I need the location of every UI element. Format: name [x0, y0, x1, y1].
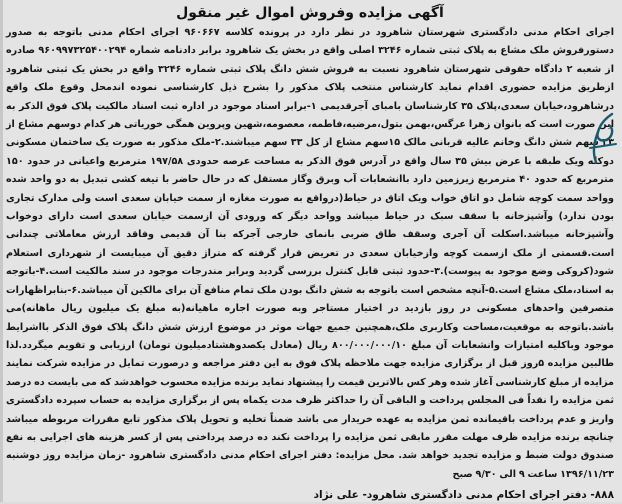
notice-title: آگهی مزایده وفروش اموال غیر منقول [176, 5, 444, 21]
paper-edge [0, 0, 3, 502]
notice-footer: ۸۸۸- دفتر اجرای احکام مدنی دادگستری شاهرود- علی نژاد [313, 489, 614, 502]
handwritten-mark-icon [586, 108, 620, 168]
notice-body: اجرای احکام مدنی دادگستری شهرستان شاهرود در نظر دارد در پرونده کلاسه ۹۶۰۶۶۷ اجرای احکام مدنی باتوجه به صدور دستورفروش ملک مشاع به پلاک ثبتی شماره ۳۲۴۶ اصلی واقع در بخش یک شاهرود برابر دادنامه شماره ۹۶۰۹۹۷۳۲۵۴۰۰۲۹۴ صادره از شعبه ۲ دادگاه حقوقی شهرستان شاهرود نسبت به فروش شش دانگ پلاک ثبتی شماره ۳۲۴۶ واقع در بخش یک ثبتی شاهرود ازطریق مزایده حضوری اقدام نماید کارشناس منتخب پلاک مذکور را بشرح ذیل کارشناسی نموده اندمحل وقوع ملک واقع درشاهرود،خیابان سعدی،پلاک ۳۵ کارشناسان بامبای آجرقدیمی ۱-برابر اسناد موجود در اداره ثبت اسناد مالکیت پلاک فوق الذکر به این صورت است که بانوان زهرا عرگس،بهمن بتول،مرضیه،فاطمه، معصومه،شهین وپروین همگی خوریاتی هر کدام دوسهم مشاع از ۳۳ سهم شش دانگ وخانم عالیه قربانی مالک ۱۵سهم مشاع از کل ۳۳ سهم میباشند.۲-ملک مذکور به صورت یک ساختمان مسکونی دوکله ویک طبقه با عرض بیش ۳۵ سال واقع در آدرس فوق الذکر به مساحت عرصه حدودی ۱۹۷/۵۸ مترمربع واعیانی در حدود ۱۵۰ مترمربع که حدود ۴۰ مترمربع زیرزمین دارد باانشعابات آب وبرق وگاز مستقل که در حال حاضر با تیغه کشی تبدیل به دو واحد شده وواحد سمت کوچه شامل دو اتاق خواب ویک اتاق در حیاط(درواقع به صورت مغازه از سمت خیابان سعدی است ولی مدارک تجاری بودن ندارد) وآشپزخانه با سقف سبک در حیاط میباشد وواحد دیگر که ورودی آن ازسمت خیابان سعدی است دارای دوخواب وآشپزخانه میباشد.اسکلت آن آجری وسقف طاق ضربی بانمای خارجی آجرکه بنا آن قدیمی وفاقد ارزش معاملاتی چندانی است.قسمتی از ملک ازسمت کوچه وازخیابان سعدی در تعریض قرار گرفته که متراژ دقیق آن میبایست از شهرداری استعلام شود(کروکی وضع موجود به پیوست).۳-حدود ثبتی قابل کنترل بررسی گردید وبرابر مندرجات موجود در سند مالکیت است.۴-باتوجه به اسناد،ملک مشاع است.۵-آنچه مشخص است باتوجه به شش دانگ بودن ملک تمام منافع آن برای مالکین آن میباشد.۶-بنابراظهارات متصرفین واحدهای مسکونی در روز بازدید در اختیار مستاجر وبه صورت اجاره ماهیانه(به مبلغ یک میلیون ریال ماهانه)می باشد.باتوجه به موقعیت،مساحت وکاربری ملک،همچنین جمیع جهات موثر در موضوع ارزش شش دانگ پلاک فوق الذکر بااشرایط موجود وباکلیه امتیازات وانشعابات آن مبلغ ۸۰۰/۰۰۰/۰۰۰/۱۰ ریال (معادل یکصدوهشتادمیلیون تومان) ارزیابی و تقویم میگردد.لذا طالبین مزایده ۵روز قبل از برگزاری مزایده جهت ملاحظه پلاک فوق به این دفتر مراجعه و درصورت تمایل در مزایده شرکت نمایند مزایده از مبلغ کارشناسی آغاز شده وهر کس بالاترین قیمت را پیشنهاد نماید برنده مزایده محسوب خواهدشد که می بایست ده درصد ثمن مزایده را نقداً فی المجلس پرداخت و الباقی آن را حداکثر ظرف مدت یکماه پس از برگزاری مزایده به حساب سپرده دادگستری واریز و عدم پرداخت باقیمانده ثمن مزایده به عهده خریدار می باشد ضمناً تخلیه و تحویل پلاک مذکور تابع مقررات مربوطه میباشد چنانچه برنده مزایده ظرف مهلت مقرر مابقی ثمن مزایده را پرداخت نکند ده درصد پرداختی پس از کسر هزینه های اجرایی به نفع صندوق دولت ضبط و مزایده تجدید خواهد شد. محل مزایده: دفتر اجرای احکام مدنی دادگستری شاهرود -زمان مزایده روز دوشنبه ۱۳۹۶/۱۱/۲۳ ساعت ۹ الی ۹/۳۰ صبح [6, 27, 614, 480]
